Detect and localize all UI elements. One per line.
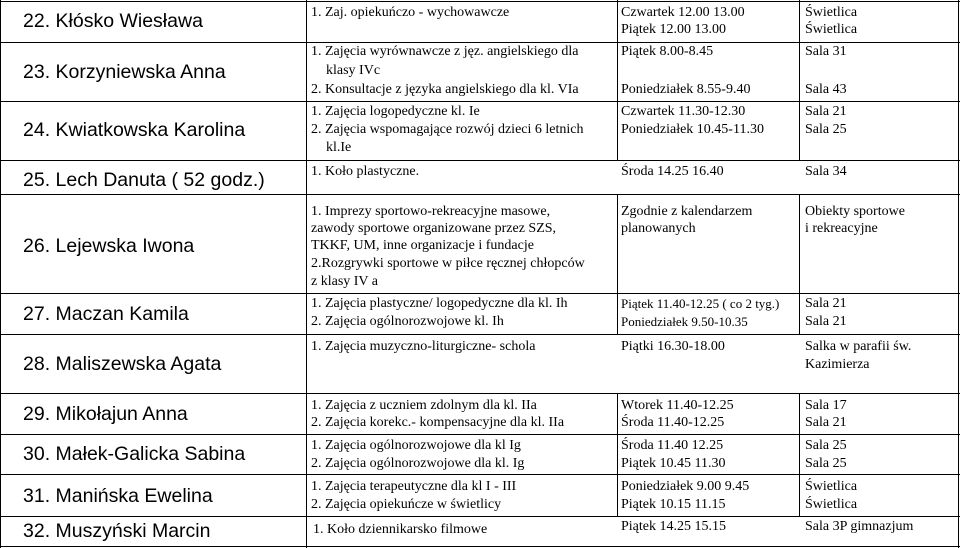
activity-line: TKKF, UM, inne organizacje i fundacje (311, 238, 534, 253)
table-rule (799, 194, 800, 334)
activity-line: kl.Ie (326, 140, 352, 155)
teacher-name: 22. Kłósko Wiesława (23, 10, 203, 32)
table-rule (306, 0, 307, 548)
table-rule (617, 0, 618, 160)
room-line: Świetlica (805, 22, 858, 37)
room-line: Kazimierza (805, 357, 870, 372)
activity-line: 2. Zajęcia opiekuńcze w świetlicy (311, 497, 502, 512)
room-line: Sala 21 (805, 415, 847, 430)
room-line: Sala 21 (805, 104, 847, 119)
activity-line: 1. Zajęcia muzyczno-liturgiczne- schola (311, 339, 536, 354)
table-rule (0, 434, 960, 435)
table-rule (799, 393, 800, 516)
activity-line: 2. Zajęcia wspomagające rozwój dzieci 6 letnich (311, 122, 584, 137)
table-rule (0, 42, 960, 43)
time-line: Zgodnie z kalendarzem (621, 204, 753, 219)
activity-line: zawody sportowe organizowane przez SZS, (311, 221, 557, 236)
time-line: Piątek 12.00 13.00 (621, 22, 726, 37)
activity-line: 2. Konsultacje z języka angielskiego dla kl. VIa (311, 82, 579, 97)
room-line: Świetlica (805, 497, 858, 512)
room-line: Sala 34 (805, 164, 847, 179)
table-rule (0, 160, 960, 161)
table-rule (0, 516, 960, 517)
room-line: Sala 43 (805, 82, 847, 97)
room-line: Sala 17 (805, 398, 847, 413)
room-line: Salka w parafii św. (805, 339, 912, 354)
time-line: Środa 11.40 12.25 (621, 438, 724, 453)
table-rule (617, 194, 618, 334)
time-line: Piątek 10.45 11.30 (621, 456, 726, 471)
time-line: Środa 14.25 16.40 (621, 164, 724, 179)
room-line: Sala 21 (805, 314, 847, 329)
time-line: Piątki 16.30-18.00 (621, 339, 725, 354)
activity-line: 1. Zajęcia ogólnorozwojowe dla kl Ig (311, 438, 521, 453)
teacher-name: 26. Lejewska Iwona (23, 235, 195, 257)
room-line: Sala 25 (805, 456, 847, 471)
table-rule (0, 0, 1, 548)
teacher-name: 29. Mikołajun Anna (23, 403, 188, 425)
table-rule (799, 0, 800, 160)
table-rule (0, 393, 960, 394)
table-rule (0, 101, 960, 102)
table-rule (0, 546, 960, 547)
time-line: Wtorek 11.40-12.25 (621, 398, 734, 413)
table-rule (958, 0, 959, 548)
room-line: Sala 25 (805, 438, 847, 453)
room-line: Świetlica (805, 479, 858, 494)
teacher-name: 23. Korzyniewska Anna (23, 61, 226, 83)
table-rule (0, 334, 960, 335)
activity-line: 1. Zajęcia logopedyczne kl. Ie (311, 104, 480, 119)
time-line: Poniedziałek 10.45-11.30 (621, 122, 764, 137)
teacher-name: 24. Kwiatkowska Karolina (23, 119, 246, 141)
room-line: Obiekty sportowe (805, 204, 905, 219)
activity-line: 1. Zajęcia z uczniem zdolnym dla kl. IIa (311, 398, 537, 413)
time-line: Piątek 14.25 15.15 (621, 519, 726, 534)
activity-line: 2. Zajęcia ogólnorozwojowe dla kl. Ig (311, 456, 525, 471)
teacher-name: 30. Małek-Galicka Sabina (23, 443, 246, 465)
time-line: Piątek 11.40-12.25 ( co 2 tyg.) (621, 296, 780, 311)
time-line: Piątek 10.15 11.15 (621, 497, 726, 512)
time-line: Piątek 8.00-8.45 (621, 44, 714, 59)
time-line: Czwartek 11.30-12.30 (621, 104, 746, 119)
activity-line: 2. Zajęcia korekc.- kompensacyjne dla kl. IIa (311, 415, 565, 430)
activity-line: z klasy IV a (311, 274, 378, 289)
time-line: Poniedziałek 8.55-9.40 (621, 82, 751, 97)
activity-line: 1. Zajęcia terapeutyczne dla kl I - III (311, 479, 517, 494)
activity-line: 1. Zajęcia plastyczne/ logopedyczne dla kl. Ih (311, 296, 568, 311)
activity-line: klasy IVc (326, 63, 381, 78)
room-line: Sala 21 (805, 296, 847, 311)
activity-line: 1. Zaj. opiekuńczo - wychowawcze (311, 5, 510, 20)
teacher-name: 28. Maliszewska Agata (23, 353, 222, 375)
room-line: i rekreacyjne (805, 221, 878, 236)
teacher-name: 27. Maczan Kamila (23, 303, 189, 325)
time-line: Czwartek 12.00 13.00 (621, 5, 745, 20)
activity-line: 2.Rozgrywki sportowe w piłce ręcznej chłopców (311, 256, 585, 271)
room-line: Świetlica (805, 5, 858, 20)
table-rule (0, 194, 960, 195)
activity-line: 1. Zajęcia wyrównawcze z jęz. angielskiego dla (311, 44, 579, 59)
table-rule (0, 474, 960, 475)
teacher-name: 25. Lech Danuta ( 52 godz.) (23, 169, 265, 191)
teacher-name: 32. Muszyński Marcin (23, 520, 211, 542)
time-line: Poniedziałek 9.00 9.45 (621, 479, 750, 494)
time-line: Poniedziałek 9.50-10.35 (621, 314, 748, 329)
table-rule (0, 1, 960, 2)
activity-line: 1. Koło dziennikarsko filmowe (313, 522, 488, 537)
room-line: Sala 3P gimnazjum (805, 519, 914, 534)
table-rule (617, 393, 618, 516)
teacher-name: 31. Manińska Ewelina (23, 485, 213, 507)
activity-line: 2. Zajęcia ogólnorozwojowe kl. Ih (311, 314, 504, 329)
activity-line: 1. Koło plastyczne. (311, 164, 420, 179)
time-line: planowanych (621, 221, 696, 236)
table-rule (0, 293, 960, 294)
time-line: Środa 11.40-12.25 (621, 415, 725, 430)
room-line: Sala 25 (805, 122, 847, 137)
activity-line: 1. Imprezy sportowo-rekreacyjne masowe, (311, 204, 551, 219)
room-line: Sala 31 (805, 44, 847, 59)
